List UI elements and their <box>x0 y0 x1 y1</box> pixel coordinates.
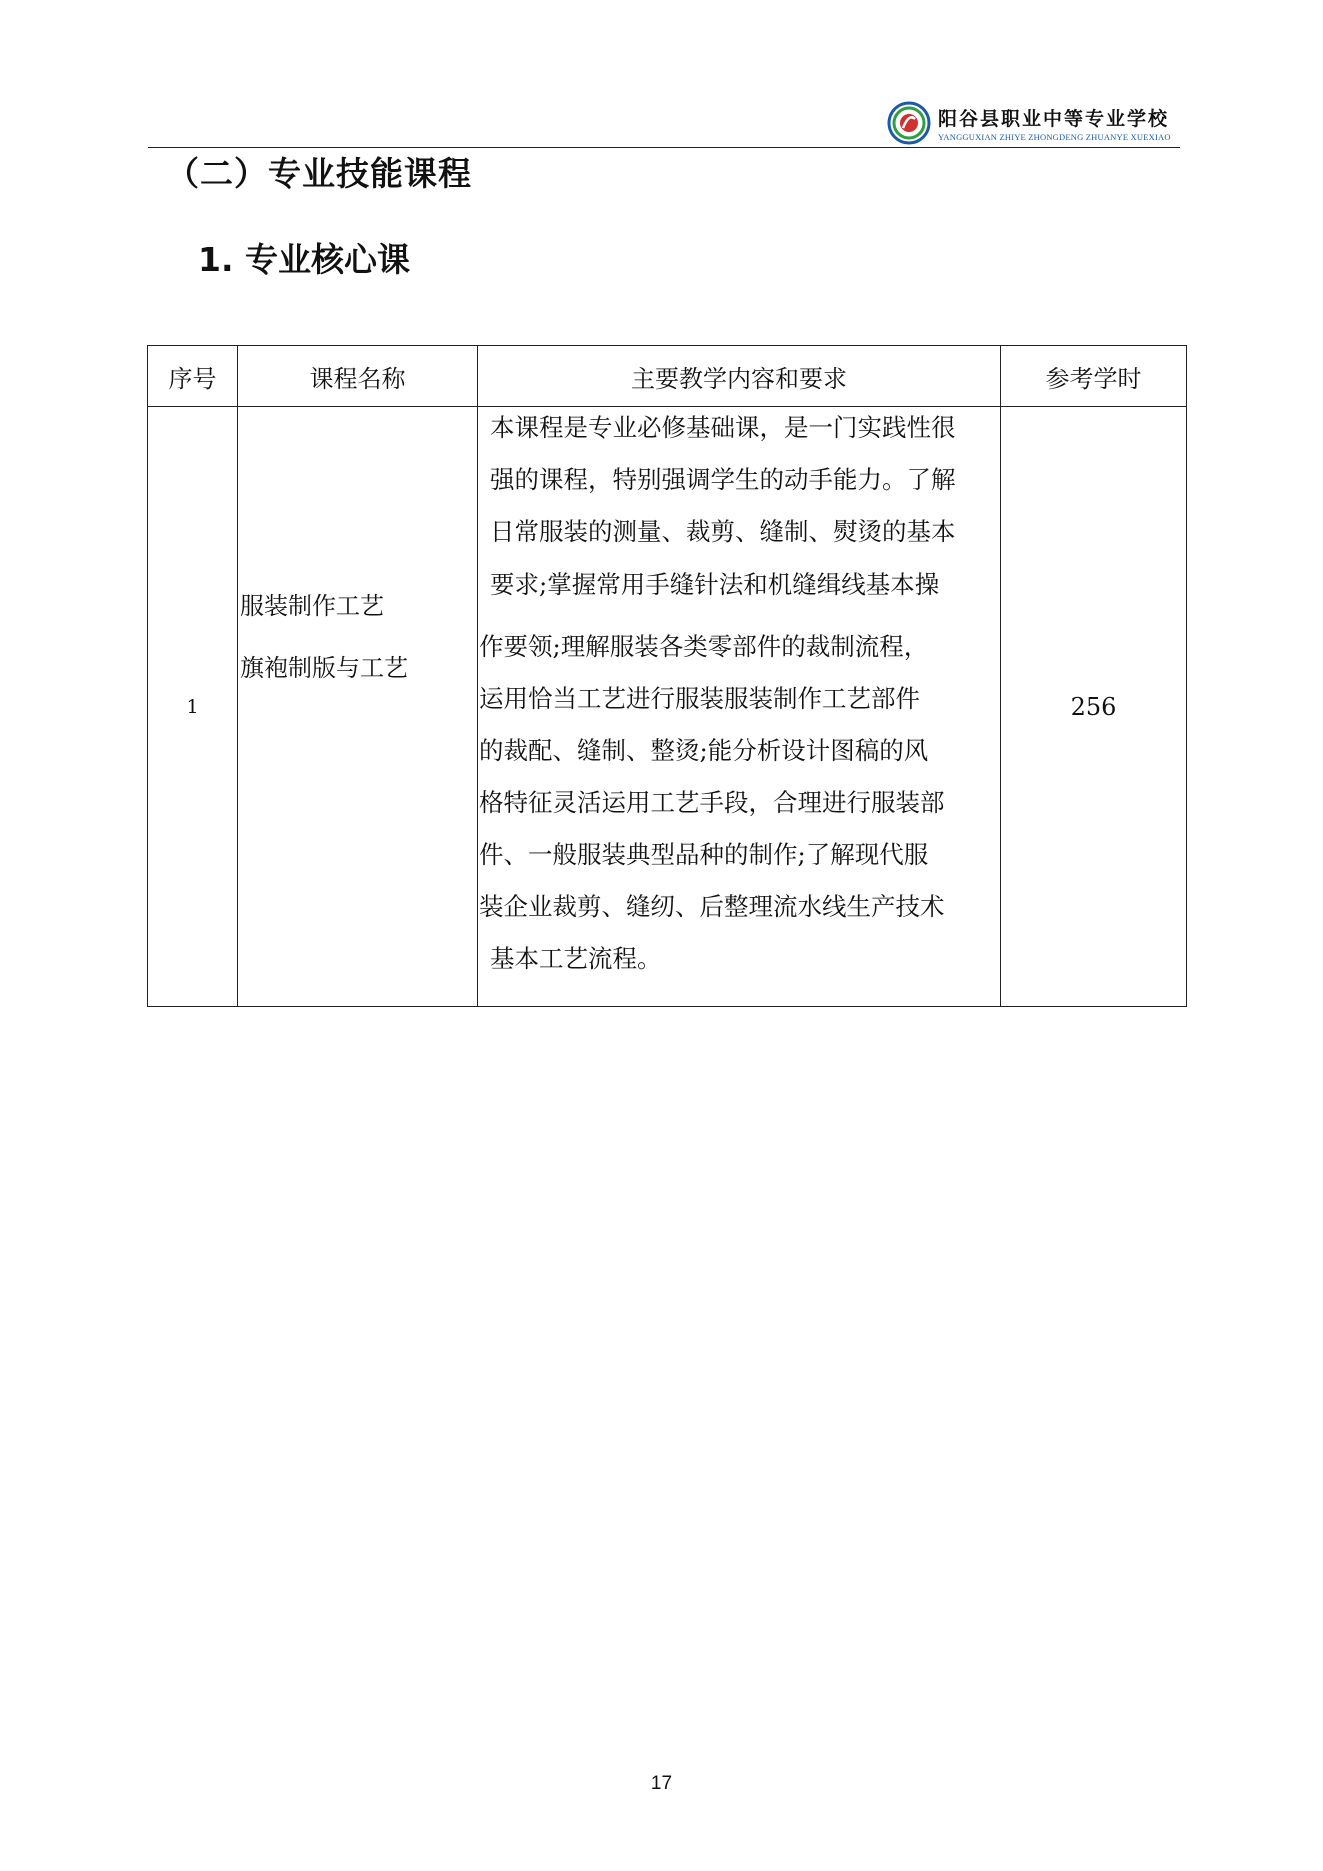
school-name-cn: 阳谷县职业中等专业学校 <box>938 108 1170 130</box>
page-number: 17 <box>650 1773 673 1794</box>
header-no: 序号 <box>148 346 238 407</box>
school-logo-icon <box>887 101 931 145</box>
cell-content <box>478 407 1001 1007</box>
cell-course-names <box>238 407 478 1007</box>
header-hours: 参考学时 <box>1001 346 1187 407</box>
content-line: 本课程是专业必修基础课，是一门实践性很 <box>490 413 956 442</box>
content-line: 强的课程，特别强调学生的动手能力。了解 <box>490 465 956 494</box>
section-title: （二）专业技能课程 <box>166 154 472 193</box>
cell-hours: 256 <box>1001 407 1187 1007</box>
content-line: 装企业裁剪、缝纫、后整理流水线生产技术 <box>479 892 945 921</box>
content-line: 运用恰当工艺进行服装服装制作工艺部件 <box>479 684 920 713</box>
content-line: 的裁配、缝制、整烫;能分析设计图稿的风 <box>479 736 929 765</box>
course-table <box>147 345 1187 1007</box>
table-row <box>148 407 1187 1007</box>
content-line: 基本工艺流程。 <box>490 944 662 973</box>
content-line: 作要领;理解服装各类零部件的裁制流程， <box>479 632 929 661</box>
content-line: 要求;掌握常用手缝针法和机缝缉线基本操 <box>490 570 940 599</box>
course-name: 服装制作工艺 <box>240 591 384 620</box>
content-line: 格特征灵活运用工艺手段，合理进行服装部 <box>479 788 945 817</box>
subsection-title: 1. 专业核心课 <box>198 240 410 279</box>
school-name-en: YANGGUXIAN ZHIYE ZHONGDENG ZHUANYE XUEXIAO <box>938 132 1171 142</box>
cell-no: 1 <box>148 407 238 1007</box>
header-content: 主要教学内容和要求 <box>478 346 1001 407</box>
page-header <box>0 0 1323 150</box>
header-course-name: 课程名称 <box>238 346 478 407</box>
content-line: 件、一般服装典型品种的制作;了解现代服 <box>479 840 929 869</box>
content-line: 日常服装的测量、裁剪、缝制、熨烫的基本 <box>490 517 956 546</box>
course-name: 旗袍制版与工艺 <box>240 653 408 682</box>
table-header-row <box>148 346 1187 407</box>
